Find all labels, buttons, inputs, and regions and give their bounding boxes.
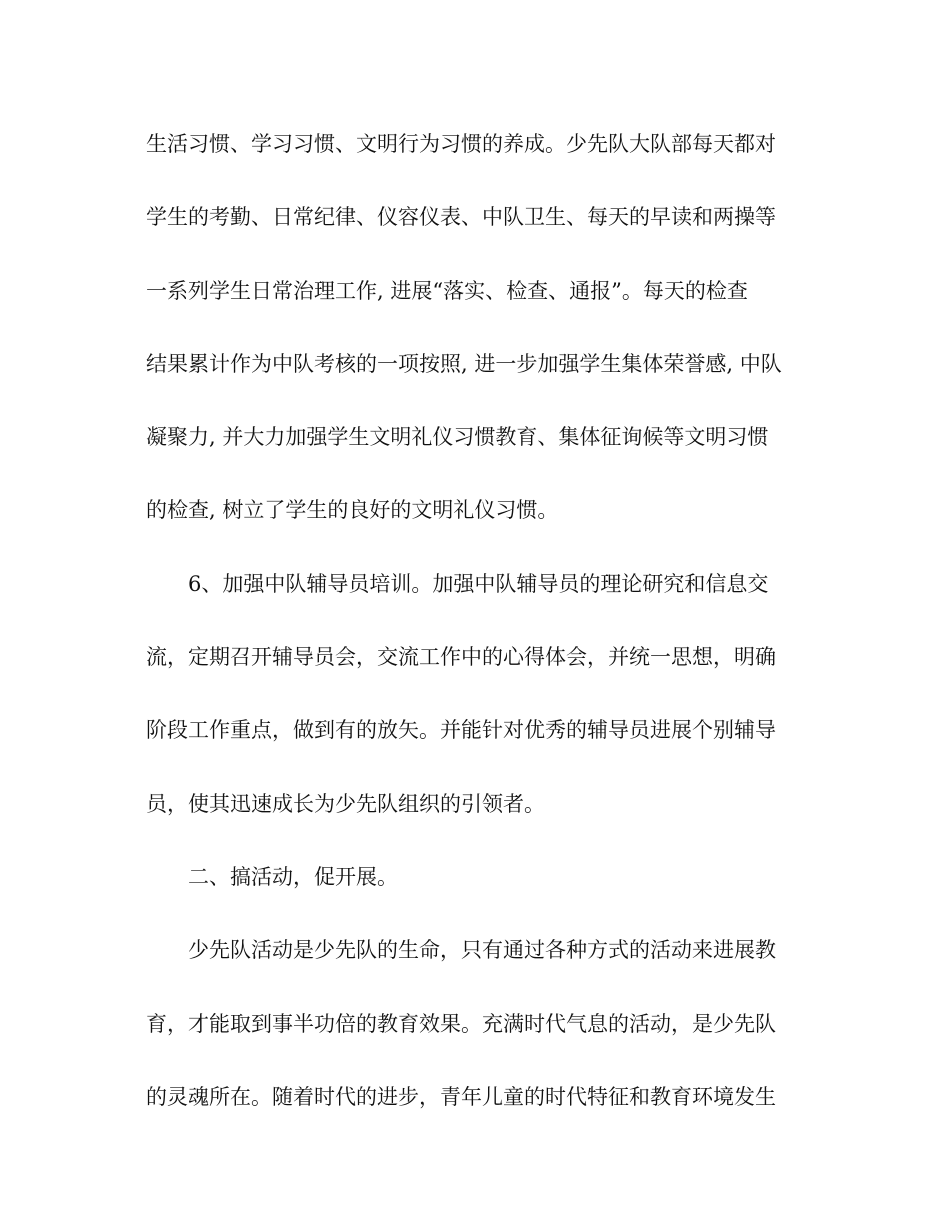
text-line: 流，定期召开辅导员会，交流工作中的心得体会，并统一思想，明确 xyxy=(146,645,776,670)
document-body xyxy=(146,118,806,1144)
text-line: 育，才能取到事半功倍的教育效果。充满时代气息的活动，是少先队 xyxy=(146,1011,776,1036)
paragraph-start-line: 6、加强中队辅导员培训。加强中队辅导员的理论研究和信息交 xyxy=(188,571,769,596)
text-line: 的检查, 树立了学生的良好的文明礼仪习惯。 xyxy=(146,498,559,523)
text-line: 员，使其迅速成长为少先队组织的引领者。 xyxy=(146,791,545,816)
text-line: 阶段工作重点，做到有的放矢。并能针对优秀的辅导员进展个别辅导 xyxy=(146,718,776,743)
paragraph-start-line: 少先队活动是少先队的生命，只有通过各种方式的活动来进展教 xyxy=(188,938,776,963)
text-line: 的灵魂所在。随着时代的进步，青年儿童的时代特征和教育环境发生 xyxy=(146,1084,776,1109)
section-heading: 二、搞活动，促开展。 xyxy=(188,864,398,889)
text-line: 生活习惯、学习习惯、文明行为习惯的养成。少先队大队部每天都对 xyxy=(146,132,776,156)
text-line: 结果累计作为中队考核的一项按照, 进一步加强学生集体荣誉感, 中队 xyxy=(146,351,782,376)
text-line: 学生的考勤、日常纪律、仪容仪表、中队卫生、每天的早读和两操等 xyxy=(146,205,776,230)
text-line: 凝聚力, 并大力加强学生文明礼仪习惯教育、集体征询候等文明习惯 xyxy=(146,425,769,450)
text-line: 一系列学生日常治理工作, 进展“落实、检查、通报”。每天的检查 xyxy=(146,278,748,303)
